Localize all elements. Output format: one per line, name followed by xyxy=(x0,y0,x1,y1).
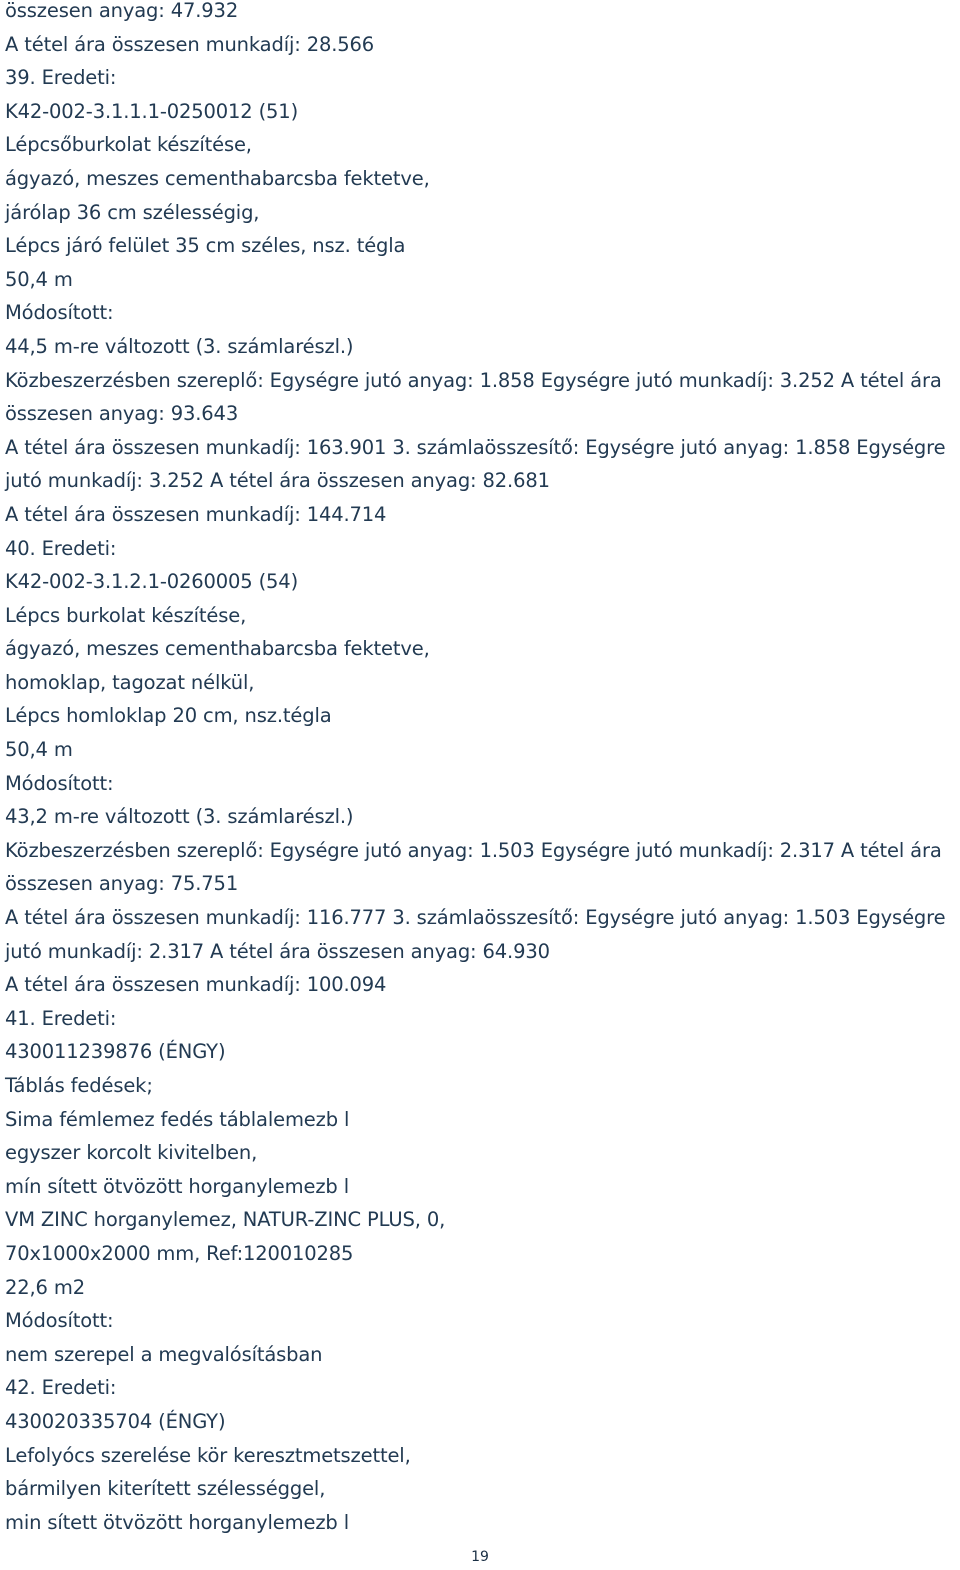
text-line: 70x1000x2000 mm, Ref:120010285 xyxy=(5,1241,354,1265)
text-line: VM ZINC horganylemez, NATUR-ZINC PLUS, 0, xyxy=(5,1208,446,1232)
text-line: 50,4 m xyxy=(5,267,73,291)
text-line: Lépcs járó felület 35 cm széles, nsz. tégla xyxy=(5,234,406,258)
text-line: összesen anyag: 47.932 xyxy=(5,0,239,22)
text-line: Lépcs burkolat készítése, xyxy=(5,603,247,627)
text-line: K42-002-3.1.2.1-0260005 (54) xyxy=(5,570,299,594)
text-line: bármilyen kiterített szélességgel, xyxy=(5,1477,326,1501)
text-line: Lépcs homloklap 20 cm, nsz.tégla xyxy=(5,704,332,728)
text-line: 42. Eredeti: xyxy=(5,1376,117,1400)
text-line: 22,6 m2 xyxy=(5,1275,85,1299)
text-line: 39. Eredeti: xyxy=(5,66,117,90)
text-line: K42-002-3.1.1.1-0250012 (51) xyxy=(5,99,299,123)
text-line: A tétel ára összesen munkadíj: 100.094 xyxy=(5,973,387,997)
text-line: Módosított: xyxy=(5,1309,114,1333)
text-line: min sített ötvözött horganylemezb l xyxy=(5,1510,349,1534)
text-line: A tétel ára összesen munkadíj: 144.714 xyxy=(5,502,387,526)
page-number: 19 xyxy=(471,1549,489,1565)
text-line: Közbeszerzésben szereplő: Egységre jutó anyag: 1.503 Egységre jutó munkadíj: 2.317 A tétel ára xyxy=(5,838,942,862)
text-line: A tétel ára összesen munkadíj: 163.901 3. számlaösszesítő: Egységre jutó anyag: 1.858 Egységre xyxy=(5,435,946,459)
text-line: Lefolyócs szerelése kör keresztmetszettel, xyxy=(5,1443,411,1467)
text-line: nem szerepel a megvalósításban xyxy=(5,1342,323,1366)
text-line: jutó munkadíj: 2.317 A tétel ára összesen anyag: 64.930 xyxy=(5,939,550,963)
text-line: 44,5 m-re változott (3. számlarészl.) xyxy=(5,334,354,358)
text-line: jutó munkadíj: 3.252 A tétel ára összesen anyag: 82.681 xyxy=(5,469,550,493)
text-line: ágyazó, meszes cementhabarcsba fektetve, xyxy=(5,166,430,190)
text-line: homoklap, tagozat nélkül, xyxy=(5,670,255,694)
text-line: 43,2 m-re változott (3. számlarészl.) xyxy=(5,805,354,829)
text-line: összesen anyag: 93.643 xyxy=(5,402,239,426)
text-line: A tétel ára összesen munkadíj: 28.566 xyxy=(5,32,375,56)
text-line: Sima fémlemez fedés táblalemezb l xyxy=(5,1107,350,1131)
text-line: Közbeszerzésben szereplő: Egységre jutó anyag: 1.858 Egységre jutó munkadíj: 3.252 A tétel ára xyxy=(5,368,942,392)
text-line: A tétel ára összesen munkadíj: 116.777 3. számlaösszesítő: Egységre jutó anyag: 1.503 Egységre xyxy=(5,906,946,930)
text-line: Lépcsőburkolat készítése, xyxy=(5,133,252,157)
text-line: 41. Eredeti: xyxy=(5,1006,117,1030)
text-line: 50,4 m xyxy=(5,738,73,762)
text-line: mín sített ötvözött horganylemezb l xyxy=(5,1174,349,1198)
text-line: Módosított: xyxy=(5,301,114,325)
text-line: 40. Eredeti: xyxy=(5,536,117,560)
text-line: egyszer korcolt kivitelben, xyxy=(5,1141,258,1165)
text-line: 430020335704 (ÉNGY) xyxy=(5,1409,226,1433)
text-line: járólap 36 cm szélességig, xyxy=(5,200,260,224)
document-body xyxy=(5,0,955,1539)
text-line: Módosított: xyxy=(5,771,114,795)
text-line: ágyazó, meszes cementhabarcsba fektetve, xyxy=(5,637,430,661)
text-line: Táblás fedések; xyxy=(5,1074,153,1097)
text-line: 430011239876 (ÉNGY) xyxy=(5,1040,226,1064)
text-line: összesen anyag: 75.751 xyxy=(5,872,239,896)
